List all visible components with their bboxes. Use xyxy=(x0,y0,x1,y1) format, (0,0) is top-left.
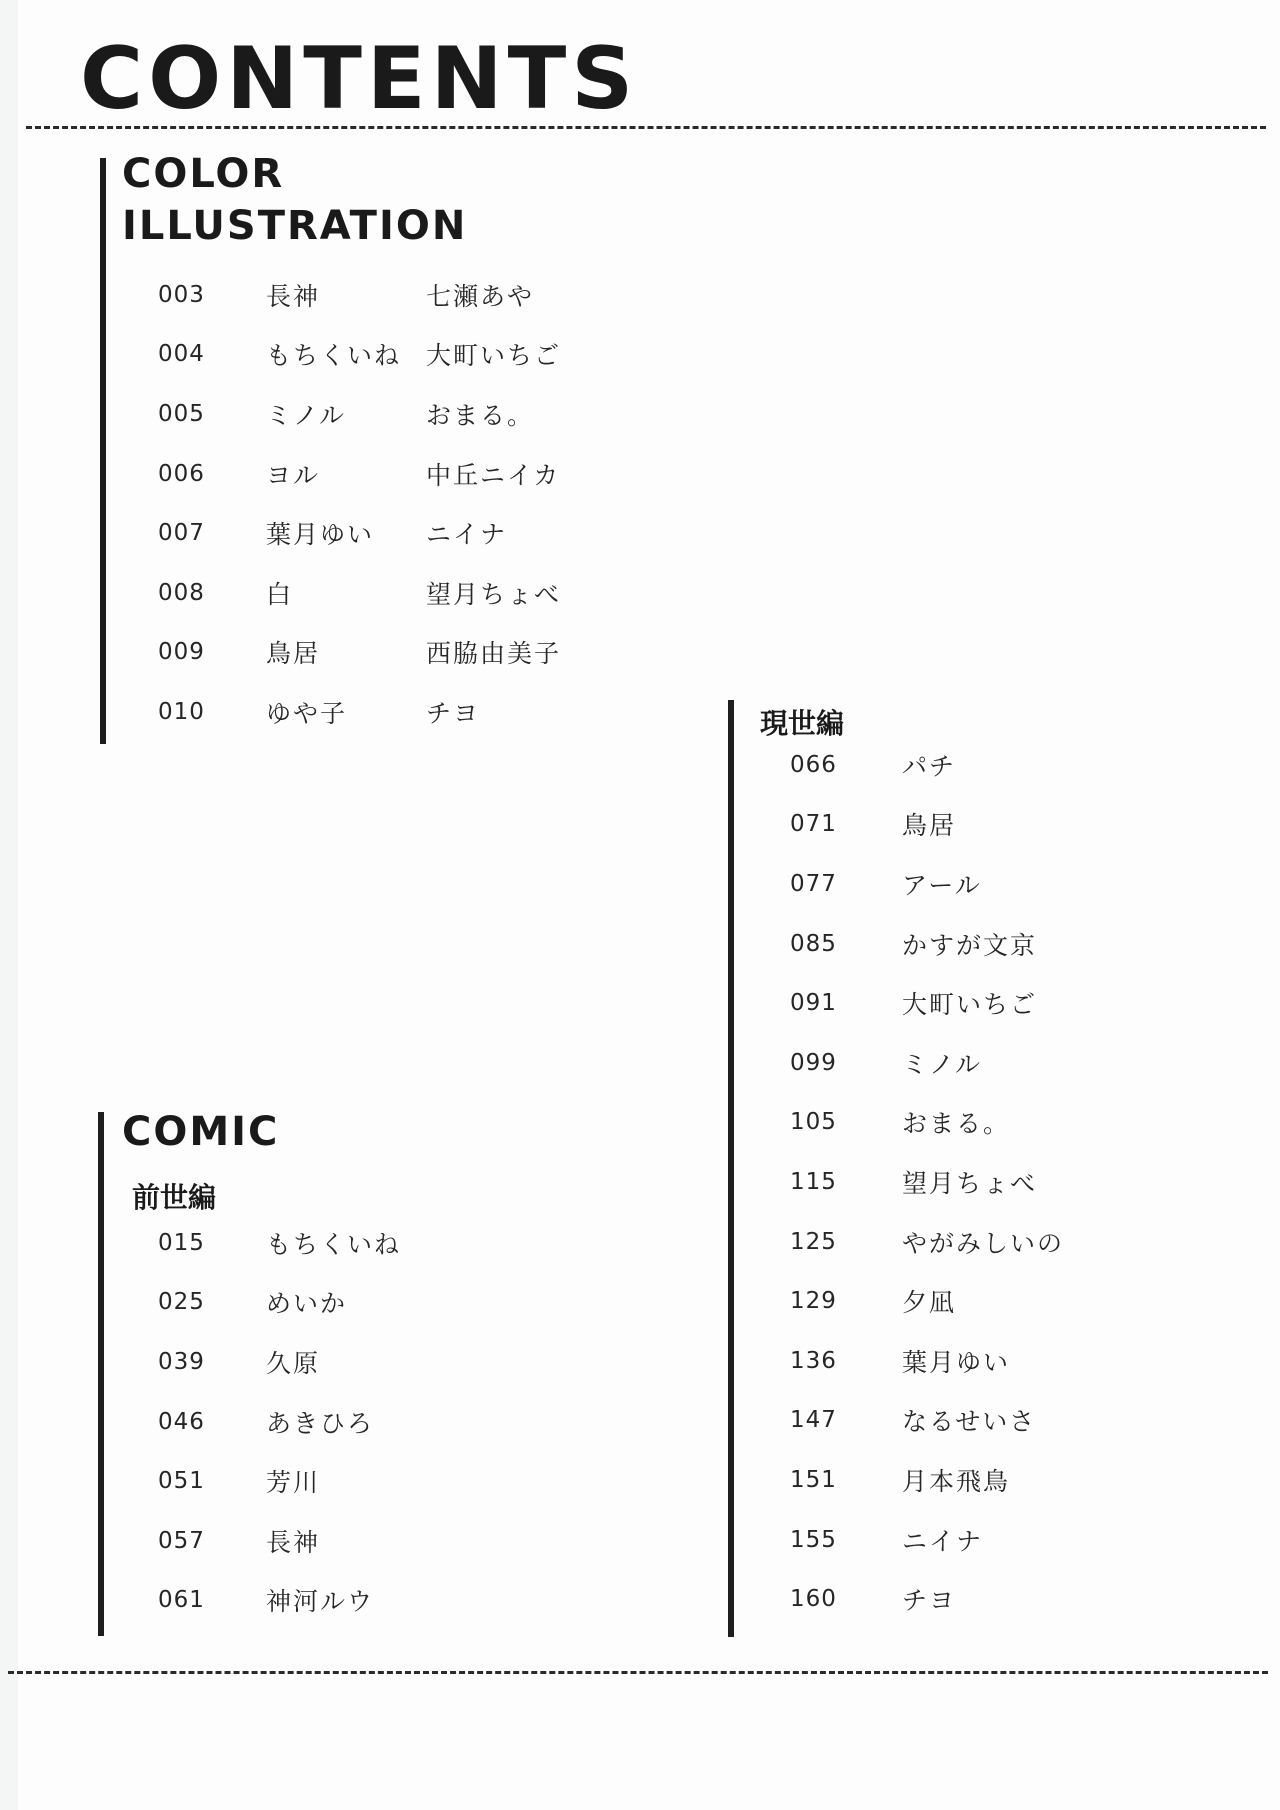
entry-name: 長神 xyxy=(266,1527,321,1557)
page-number: 008 xyxy=(158,579,205,606)
list-item xyxy=(158,384,561,444)
entry-name: 鳥居 xyxy=(266,639,321,669)
entry-name: チヨ xyxy=(902,1586,957,1616)
list-item xyxy=(158,1392,401,1452)
contents-page xyxy=(18,0,1280,1810)
part2-label: 現世編 xyxy=(760,707,845,740)
page-number: 160 xyxy=(790,1586,837,1613)
list-item xyxy=(158,1332,401,1392)
entry-name: 葉月ゆい xyxy=(902,1347,1011,1377)
page-number: 005 xyxy=(158,400,205,427)
list-item xyxy=(790,1569,1064,1629)
comic-part2-list xyxy=(790,735,1064,1629)
entry-artist: おまる。 xyxy=(426,400,535,430)
entry-artist: ニイナ xyxy=(426,520,508,550)
page-number: 105 xyxy=(790,1109,837,1136)
entry-name: めいか xyxy=(266,1289,348,1319)
list-item xyxy=(790,1093,1064,1153)
list-item xyxy=(790,1212,1064,1272)
entry-name: ヨル xyxy=(266,460,321,490)
list-item xyxy=(158,325,561,385)
list-item xyxy=(790,1033,1064,1093)
color-illustration-heading: COLOR ILLUSTRATION xyxy=(122,151,468,249)
entry-artist: 西脇由美子 xyxy=(426,639,562,669)
page-number: 115 xyxy=(790,1168,837,1195)
list-item xyxy=(790,914,1064,974)
list-item xyxy=(158,1511,401,1571)
entry-artist: 七瀬あや xyxy=(426,281,535,311)
part2-section-bar xyxy=(728,700,734,1637)
list-item xyxy=(158,265,561,325)
list-item xyxy=(790,1152,1064,1212)
entry-name: ミノル xyxy=(266,400,347,430)
entry-name: 望月ちょべ xyxy=(902,1168,1038,1198)
page-number: 085 xyxy=(790,930,837,957)
bottom-divider xyxy=(8,1671,1268,1674)
entry-name: もちくいね xyxy=(266,1229,402,1259)
page-number: 004 xyxy=(158,341,205,368)
page-number: 010 xyxy=(158,698,205,725)
page-number: 007 xyxy=(158,520,205,547)
entry-name: やがみしいの xyxy=(902,1228,1065,1258)
entry-name: 大町いちご xyxy=(902,990,1038,1020)
list-item xyxy=(158,563,561,623)
page-number: 061 xyxy=(158,1587,205,1614)
entry-name: あきひろ xyxy=(266,1408,375,1438)
list-item xyxy=(790,735,1064,795)
page-title: CONTENTS xyxy=(80,29,639,129)
entry-name: かすが文京 xyxy=(902,930,1038,960)
list-item xyxy=(790,973,1064,1033)
list-item xyxy=(158,1451,401,1511)
list-item xyxy=(790,1391,1064,1451)
page-number: 039 xyxy=(158,1348,205,1375)
list-item xyxy=(790,1271,1064,1331)
entry-name: ゆや子 xyxy=(266,698,348,728)
list-item xyxy=(158,682,561,742)
list-item xyxy=(158,1213,401,1273)
entry-name: 神河ルウ xyxy=(266,1587,375,1617)
entry-name: 長神 xyxy=(266,281,321,311)
entry-name: おまる。 xyxy=(902,1109,1011,1139)
entry-name: なるせいさ xyxy=(902,1407,1037,1437)
page-number: 015 xyxy=(158,1229,205,1256)
entry-artist: 中丘ニイカ xyxy=(426,460,561,490)
page-number: 057 xyxy=(158,1527,205,1554)
top-divider xyxy=(26,126,1266,129)
entry-name: パチ xyxy=(902,751,957,781)
entry-name: 夕凪 xyxy=(902,1288,957,1318)
comic-heading: COMIC xyxy=(122,1109,280,1155)
entry-name: 鳥居 xyxy=(902,811,957,841)
list-item xyxy=(158,503,561,563)
page-number: 155 xyxy=(790,1526,837,1553)
list-item xyxy=(790,1331,1064,1391)
page-number: 125 xyxy=(790,1228,837,1255)
page-number: 077 xyxy=(790,870,837,897)
entry-name: 葉月ゆい xyxy=(266,520,375,550)
list-item xyxy=(790,1510,1064,1570)
list-item xyxy=(790,854,1064,914)
color-illustration-list xyxy=(158,265,561,742)
entry-name: ニイナ xyxy=(902,1526,984,1556)
entry-name: もちくいね xyxy=(266,341,402,371)
page-number: 006 xyxy=(158,460,205,487)
page-number: 009 xyxy=(158,639,205,666)
entry-name: 芳川 xyxy=(266,1468,321,1498)
entry-name: 白 xyxy=(266,579,294,609)
color-section-bar xyxy=(100,158,106,744)
entry-artist: 望月ちょべ xyxy=(426,579,562,609)
page-number: 051 xyxy=(158,1468,205,1495)
page-number: 071 xyxy=(790,811,837,838)
comic-part1-list xyxy=(158,1213,401,1630)
entry-name: ミノル xyxy=(902,1049,983,1079)
comic-section-bar xyxy=(98,1112,104,1636)
list-item xyxy=(790,795,1064,855)
page-number: 147 xyxy=(790,1407,837,1434)
page-number: 136 xyxy=(790,1347,837,1374)
page-number: 046 xyxy=(158,1408,205,1435)
list-item xyxy=(158,444,561,504)
list-item xyxy=(158,1273,401,1333)
entry-name: 久原 xyxy=(266,1348,321,1378)
list-item xyxy=(158,1571,401,1631)
page-number: 025 xyxy=(158,1289,205,1316)
list-item xyxy=(158,623,561,683)
list-item xyxy=(790,1450,1064,1510)
page-number: 129 xyxy=(790,1288,837,1315)
entry-name: アール xyxy=(902,870,982,900)
page-number: 066 xyxy=(790,751,837,778)
page-number: 099 xyxy=(790,1049,837,1076)
part1-label: 前世編 xyxy=(132,1181,217,1214)
page-number: 091 xyxy=(790,990,837,1017)
entry-artist: 大町いちご xyxy=(426,341,562,371)
entry-artist: チヨ xyxy=(426,698,481,728)
page-number: 151 xyxy=(790,1466,837,1493)
page-number: 003 xyxy=(158,281,205,308)
entry-name: 月本飛鳥 xyxy=(902,1466,1011,1496)
